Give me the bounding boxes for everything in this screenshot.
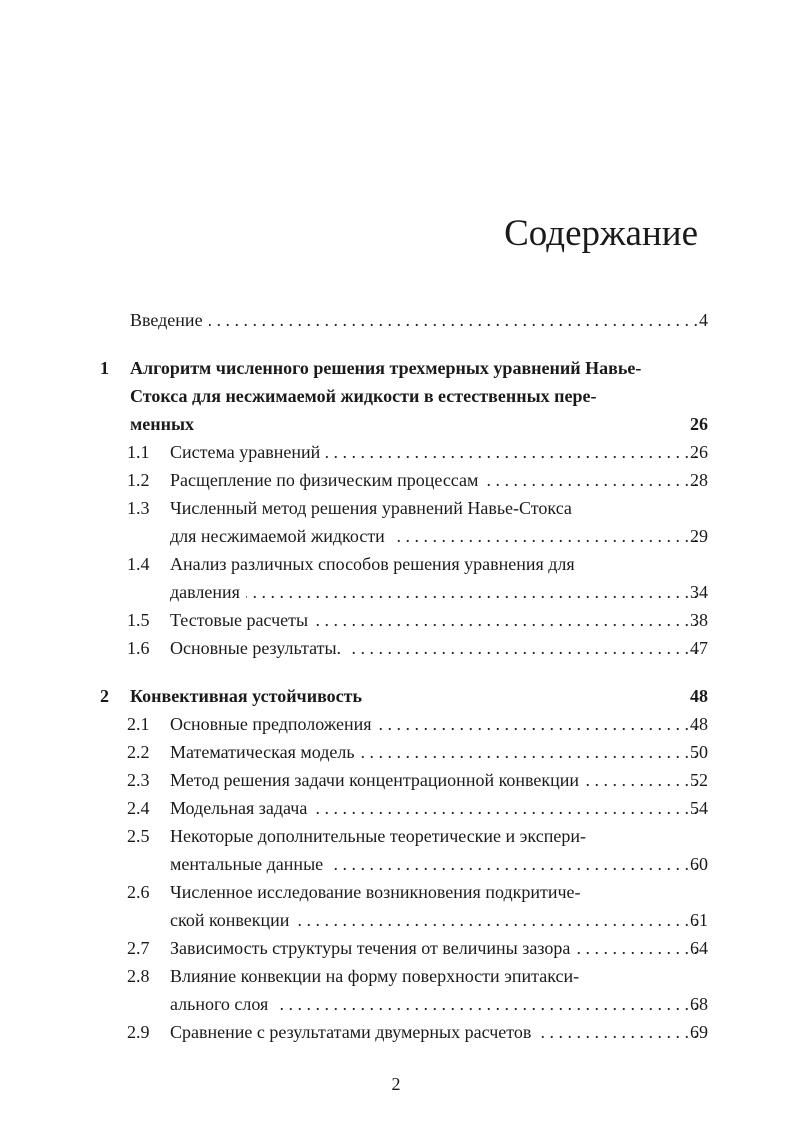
toc-section-text [170, 550, 708, 578]
toc-section-text [170, 522, 708, 550]
section-number: 2.7 [127, 938, 150, 958]
section-title: Основные результаты. [170, 638, 342, 658]
toc-section-text [170, 822, 708, 850]
toc-section-line [0, 466, 792, 494]
toc-section-text [170, 962, 708, 990]
toc-entry-title: Введение [130, 310, 203, 330]
leader-dots [209, 306, 698, 334]
toc-page-number: 4 [699, 310, 708, 330]
leader-dots [246, 578, 698, 606]
section-title: Численное исследование возникновения подкритиче- [170, 882, 581, 902]
section-page-number: 68 [690, 994, 708, 1014]
toc-section-text [170, 878, 708, 906]
toc-section-text [170, 634, 708, 662]
leader-dots [391, 522, 698, 550]
spacer [0, 334, 792, 354]
toc-section-text [170, 578, 708, 606]
chapter-title: Алгоритм численного решения трехмерных уравнений Навье- [130, 358, 642, 378]
toc-section-line [0, 878, 792, 906]
section-page-number: 64 [690, 938, 708, 958]
section-number: 2.3 [127, 770, 150, 790]
toc-section-text [170, 1018, 708, 1046]
leader-dots [329, 850, 698, 878]
toc-section-text [170, 850, 708, 878]
leader-dots [314, 606, 698, 634]
toc-section-line [0, 494, 792, 522]
section-page-number: 26 [690, 442, 708, 462]
leader-dots [313, 794, 698, 822]
section-number: 1.6 [127, 638, 150, 658]
section-page-number: 60 [690, 854, 708, 874]
page-title: Содержание [504, 213, 698, 254]
section-number: 1.5 [127, 610, 150, 630]
toc-section-line [0, 990, 792, 1018]
toc-section-text [170, 906, 708, 934]
section-title: давления [170, 582, 240, 602]
toc-chapter-text [130, 382, 708, 410]
toc-section-line [0, 710, 792, 738]
toc-section-text [170, 990, 708, 1018]
section-title: Анализ различных способов решения уравнения для [170, 554, 575, 574]
section-title: ской конвекции [170, 910, 290, 930]
chapter-title: Конвективная устойчивость [130, 686, 363, 706]
toc-section-line [0, 606, 792, 634]
toc-section-line [0, 906, 792, 934]
leader-dots [274, 990, 698, 1018]
toc-section-line [0, 738, 792, 766]
leader-dots [326, 438, 698, 466]
toc-section-line [0, 634, 792, 662]
chapter-title: Стокса для несжимаемой жидкости в естественных пере- [130, 386, 597, 406]
toc-entry-intro [0, 306, 792, 334]
section-title: Тестовые расчеты [170, 610, 309, 630]
toc-chapter-line [0, 354, 792, 382]
leader-dots [361, 738, 698, 766]
section-title: Зависимость структуры течения от величины зазора [170, 938, 571, 958]
spacer [0, 662, 792, 682]
section-title: Математическая модель [170, 742, 355, 762]
section-page-number: 54 [690, 798, 708, 818]
section-number: 2.5 [127, 826, 150, 846]
chapter-number: 2 [100, 686, 109, 706]
toc-chapter-line [0, 682, 792, 710]
leader-dots [537, 1018, 698, 1046]
chapter-page-number: 26 [690, 414, 708, 434]
section-page-number: 61 [690, 910, 708, 930]
section-number: 1.1 [127, 442, 150, 462]
section-title: Сравнение с результатами двумерных расчетов [170, 1022, 532, 1042]
section-number: 2.6 [127, 882, 150, 902]
toc-section-line [0, 962, 792, 990]
section-number: 1.4 [127, 554, 150, 574]
section-page-number: 48 [690, 714, 708, 734]
toc-section-line [0, 578, 792, 606]
toc-section-text [170, 438, 708, 466]
toc-section-line [0, 934, 792, 962]
toc-entry-text [130, 306, 708, 334]
toc-section-text [170, 494, 708, 522]
leader-dots [347, 634, 698, 662]
toc-section-text [170, 934, 708, 962]
section-page-number: 47 [690, 638, 708, 658]
toc-section-line [0, 822, 792, 850]
section-number: 1.3 [127, 498, 150, 518]
toc-section-line [0, 794, 792, 822]
section-title: Метод решения задачи концентрационной конвекции [170, 770, 580, 790]
chapter-number: 1 [100, 358, 109, 378]
toc-section-text [170, 794, 708, 822]
section-number: 2.2 [127, 742, 150, 762]
toc-section-line [0, 850, 792, 878]
leader-dots [585, 766, 698, 794]
toc-chapter-text [130, 354, 708, 382]
toc-section-line [0, 550, 792, 578]
section-page-number: 38 [690, 610, 708, 630]
leader-dots [378, 710, 698, 738]
section-number: 1.2 [127, 470, 150, 490]
section-title: Основные предположения [170, 714, 372, 734]
section-number: 2.1 [127, 714, 150, 734]
section-title: Численный метод решения уравнений Навье-Стокса [170, 498, 572, 518]
toc-section-line [0, 1018, 792, 1046]
section-title: Расщепление по физическим процессам [170, 470, 479, 490]
section-number: 2.8 [127, 966, 150, 986]
chapter-page-number: 48 [690, 686, 708, 706]
toc-section-line [0, 438, 792, 466]
section-page-number: 52 [690, 770, 708, 790]
section-page-number: 50 [690, 742, 708, 762]
section-number: 2.9 [127, 1022, 150, 1042]
leader-dots [295, 906, 698, 934]
section-title: Модельная задача [170, 798, 308, 818]
chapter-title: менных [130, 414, 195, 434]
toc-section-text [170, 766, 708, 794]
leader-dots [576, 934, 698, 962]
section-title: для несжимаемой жидкости [170, 526, 385, 546]
section-number: 2.4 [127, 798, 150, 818]
toc-section-text [170, 606, 708, 634]
page-number: 2 [391, 1074, 401, 1094]
toc-chapter-line [0, 382, 792, 410]
section-title: Некоторые дополнительные теоретические и экспери- [170, 826, 586, 846]
toc-section-line [0, 522, 792, 550]
section-page-number: 69 [690, 1022, 708, 1042]
section-title: Влияние конвекции на форму поверхности эпитакси- [170, 966, 580, 986]
section-title: ментальные данные [170, 854, 324, 874]
toc-section-text [170, 710, 708, 738]
section-page-number: 34 [690, 582, 708, 602]
toc-section-text [170, 466, 708, 494]
section-page-number: 28 [690, 470, 708, 490]
toc-chapter-line [0, 410, 792, 438]
section-title: Система уравнений [170, 442, 321, 462]
section-title: ального слоя [170, 994, 269, 1014]
toc-section-line [0, 766, 792, 794]
table-of-contents [0, 306, 792, 1046]
leader-dots [484, 466, 698, 494]
toc-chapter-text [130, 410, 708, 438]
toc-chapter-text [130, 682, 708, 710]
toc-section-text [170, 738, 708, 766]
section-page-number: 29 [690, 526, 708, 546]
